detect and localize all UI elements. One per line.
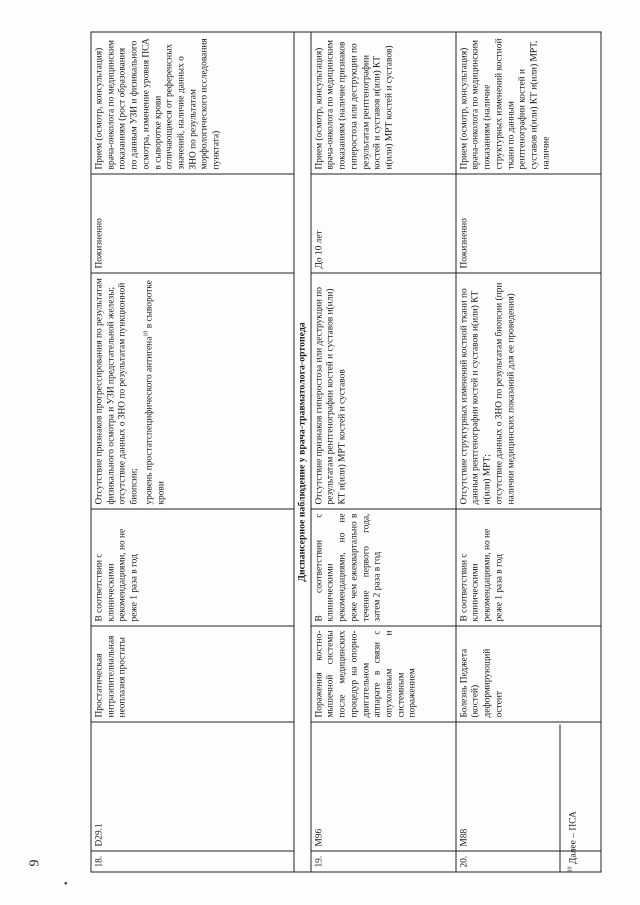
page-number: 9 xyxy=(27,859,43,867)
table-row xyxy=(456,32,601,872)
recommended-actions: Прием (осмотр, консультация) врача-онколога по медицинским показаниям (наличие признаков гиперостоза или деструкции по результатам рентгенографии костей и суставов и(или) КТ и(или) МРТ костей и суставов) xyxy=(311,32,456,174)
row-number: 18. xyxy=(91,851,294,872)
observation-duration: До 10 лет xyxy=(311,174,456,273)
effectiveness-indicators xyxy=(311,273,456,509)
observation-duration: Пожизненно xyxy=(456,174,601,273)
footnote-ref: 10 xyxy=(143,330,150,337)
section-title: Диспансерное наблюдение у врача-травматолога-ортопеда xyxy=(294,32,311,872)
disease-code: D29.1 xyxy=(91,722,294,851)
row-number: 19. xyxy=(311,851,456,872)
dispensary-table xyxy=(91,32,602,873)
table-row xyxy=(311,32,456,872)
observation-frequency: В соответствии с клиническими рекомендациями, но не реже чем ежеквартально в течение первого года, затем 2 раза в год xyxy=(311,509,456,626)
recommended-actions: Прием (осмотр, консультация) врача-онколога по медицинским показаниям (рост образования по данным УЗИ и физикального осмотра, изменение уровня ПСА в сыворотке крови отличающиеся от референсных значений, наличие данных о ЗНО по результатам морфологического исследования пунктата) xyxy=(91,32,294,174)
dispensary-table-frame xyxy=(91,33,613,873)
indicator-line: отсутствие данных о ЗНО по результатам пункционной биопсии; xyxy=(117,282,140,505)
observation-frequency: В соответствии с клиническими рекомендациями, но не реже 1 раза в год xyxy=(456,509,601,626)
disease-code: M96 xyxy=(311,722,456,851)
footnote-text: Далее – ПСА xyxy=(568,811,579,865)
indicator-line: Отсутствие структурных изменений костной ткани по данным рентгенографии костей и суставов и(или) КТ и(или) МРТ; xyxy=(459,288,493,505)
disease-name: Болезнь Педжета (костей) деформирующий остеит xyxy=(456,626,601,722)
indicator-line: Отсутствие признаков гиперостоза или деструкции по результатам рентгенографии костей и суставов и(или) КТ и(или) МРТ костей и суставов xyxy=(314,287,348,505)
indicator-line: отсутствие данных о ЗНО по результатам биопсии (при наличии медицинских показаний для ее проведения) xyxy=(494,282,517,505)
observation-duration: Пожизненно xyxy=(91,174,294,273)
margin-mark: • xyxy=(64,879,68,890)
observation-frequency: В соответствии с клиническими рекомендациями, но не реже 1 раза в год xyxy=(91,509,294,626)
row-number: 20. xyxy=(456,851,601,872)
rotated-page xyxy=(28,33,613,873)
footnote xyxy=(568,811,579,872)
indicator-line: уровень простатспецифического антигена$^{10}$ в сыворотке крови xyxy=(143,280,167,505)
table-row xyxy=(91,32,294,872)
recommended-actions: Прием (осмотр, консультация) врача-онколога по медицинским показаниям (наличие структурных изменений костной ткани по данным рентгенографии костей и суставов и(или) КТ и(или) МРТ, наличие xyxy=(456,32,601,174)
section-header-row xyxy=(294,32,311,872)
disease-code: M88 xyxy=(456,722,601,851)
footnote-divider xyxy=(560,725,561,873)
disease-name: Простатическая интраэпителиальная неоплазия простаты xyxy=(91,626,294,722)
disease-name: Поражения костно-мышечной системы после медицинских процедур на опорно-двигательном аппарате в связи с опухолевым и системным поражением xyxy=(311,626,456,722)
footnote-mark: 10 xyxy=(567,866,574,873)
effectiveness-indicators xyxy=(456,273,601,509)
indicator-line: Отсутствие признаков прогрессирования по результатам физикального осмотра и УЗИ предстательной железы; xyxy=(94,278,117,505)
effectiveness-indicators xyxy=(91,273,294,509)
